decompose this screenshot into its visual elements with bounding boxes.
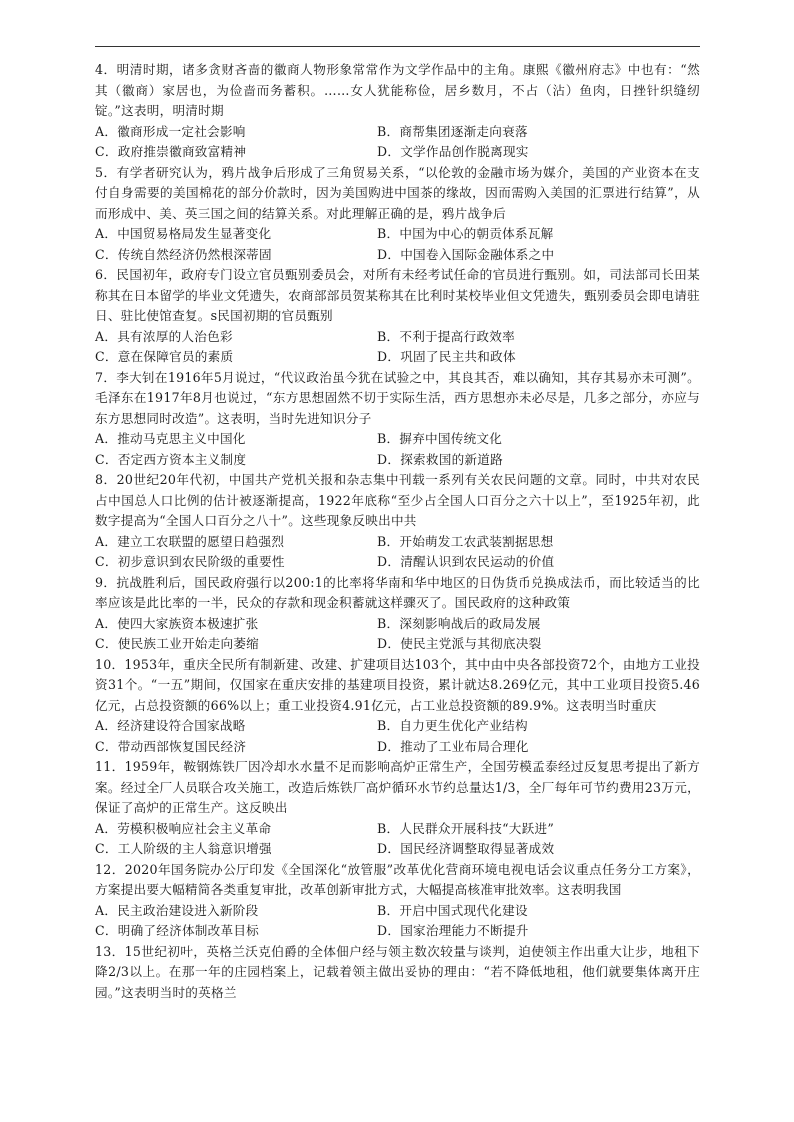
option-grid [95, 716, 700, 757]
question-stem: 5．有学者研究认为，鸦片战争后形成了三角贸易关系，“以伦敦的金融市场为媒介，美国的产业资本在支付自身需要的美国棉花的部分价款时，因为美国购进中国茶的缘故，因而需购入美国的汇票进行结算”，从而形成中、美、英三国之间的结算关系。对此理解正确的是，鸦片战争后 [95, 164, 700, 221]
answer-option: C．传统自然经济仍然根深蒂固 [95, 246, 272, 262]
question-list [95, 60, 700, 1003]
question-block [95, 942, 700, 1004]
question-stem: 11．1959年，鞍钢炼铁厂因冷却水水量不足而影响高炉正常生产，全国劳模孟泰经过反复思考提出了新方案。经过全厂人员联合攻关施工，改造后炼铁厂高炉循环水节约总量达1/3，全厂每年可节约费用23万元，保证了高炉的正常生产。这反映出 [95, 759, 700, 815]
question-block [95, 573, 700, 655]
question-block [95, 60, 700, 163]
answer-option: B．人民群众开展科技“大跃进” [377, 820, 555, 836]
question-block [95, 163, 700, 266]
question-stem: 7．李大钊在1916年5月说过，“代议政治虽今犹在试验之中，其良其否，难以确知，其存其易亦未可测”。毛泽东在1917年8月也说过，“东方思想固然不切于实际生活，西方思想亦未必尽是，几多之部分，亦应与东方思想同时改造”。这表明，当时先进知识分子 [95, 369, 700, 426]
answer-option: B．深刻影响战后的政局发展 [377, 615, 541, 631]
option-grid [95, 532, 700, 573]
exam-page [95, 46, 700, 1003]
option-grid [95, 819, 700, 860]
answer-option: D．巩固了民主共和政体 [377, 349, 516, 364]
answer-option: B．商帮集团逐渐走向衰落 [377, 123, 528, 139]
answer-option: D．文学作品创作脱离现实 [377, 144, 529, 159]
answer-option: B．自力更生优化产业结构 [377, 718, 528, 733]
question-block [95, 757, 700, 860]
question-stem: 10．1953年，重庆全民所有制新建、改建、扩建项目达103个，其中由中央各部投资72个，由地方工业投资31个。“一五”期间，仅国家在重庆安排的基建项目投资，累计就达8.269亿元，其中工业项目投资5.46亿元，占总投资额的66%以上；重工业投资4.91亿元，占工业总投资额的89.9%。这表明当时重庆 [95, 656, 700, 713]
answer-option: D．探索救国的新道路 [377, 451, 503, 467]
answer-option: D．国民经济调整取得显著成效 [377, 841, 555, 856]
question-stem: 4．明清时期，诸多贪财吝啬的徽商人物形象常常作为文学作品中的主角。康熙《徽州府志》中也有：“然其（徽商）家居也，为俭啬而务蓄积。……女人犹能称俭，居乡数月，不占（沾）鱼肉，日挫针织缝纫锭。”这表明，明清时期 [95, 62, 700, 118]
answer-option: B．摒弃中国传统文化 [377, 431, 503, 446]
question-stem: 8．20世纪20年代初，中国共产党机关报和杂志集中刊载一系列有关农民问题的文章。同时，中共对农民占中国总人口比例的估计被逐渐提高，1922年底称“至少占全国人口百分之六十以上”，至1925年初，此数字提高为“全国人口百分之八十”。这些现象反映出中共 [95, 472, 700, 528]
question-stem: 12．2020年国务院办公厅印发《全国深化“放管服”改革优化营商环境电视电话会议重点任务分工方案》，方案提出要大幅精简各类重复审批，改革创新审批方式，大幅提高核准审批效率。这表明我国 [95, 861, 700, 897]
question-stem: 9．抗战胜利后，国民政府强行以200:1的比率将华南和华中地区的日伪货币兑换成法币，而比较适当的比率应该是此比率的一半，民众的存款和现金积蓄就这样骤灭了。国民政府的这种政策 [95, 574, 700, 610]
answer-option: A．使四大家族资本极速扩张 [95, 615, 259, 631]
answer-option: C．初步意识到农民阶级的重要性 [95, 554, 285, 569]
answer-option: A．徽商形成一定社会影响 [95, 123, 246, 139]
option-grid [95, 429, 700, 470]
answer-option: C．带动西部恢复国民经济 [95, 738, 247, 754]
answer-option: B．中国为中心的朝贡体系瓦解 [377, 226, 554, 241]
option-grid [95, 901, 700, 942]
answer-option: A．具有浓厚的人治色彩 [95, 328, 233, 344]
header-rule [95, 46, 700, 47]
answer-option: A．劳模积极响应社会主义革命 [95, 820, 272, 836]
answer-option: D．清醒认识到农民运动的价值 [377, 554, 555, 569]
answer-option: C．工人阶级的主人翁意识增强 [95, 841, 272, 856]
option-grid [95, 327, 700, 368]
question-block [95, 368, 700, 471]
answer-option: B．开启中国式现代化建设 [377, 902, 528, 918]
answer-option: C．明确了经济体制改革目标 [95, 923, 260, 938]
question-block [95, 470, 700, 573]
question-block [95, 265, 700, 368]
answer-option: D．中国卷入国际金融体系之中 [377, 246, 555, 262]
answer-option: C．意在保障官员的素质 [95, 349, 234, 364]
option-grid [95, 614, 700, 655]
answer-option: A．经济建设符合国家战略 [95, 718, 246, 733]
question-stem: 13．15世纪初叶，英格兰沃克伯爵的全体佃户经与领主数次较量与谈判，迫使领主作出重大让步，地租下降2/3以上。在那一年的庄园档案上，记载着领主做出妥协的理由：“若不降低地租，他们就要集体离开庄园。”这表明当时的英格兰 [95, 943, 700, 1000]
answer-option: A．建立工农联盟的愿望日趋强烈 [95, 533, 285, 549]
answer-option: D．推动了工业布局合理化 [377, 738, 529, 754]
answer-option: C．政府推崇徽商致富精神 [95, 144, 247, 159]
answer-option: D．国家治理能力不断提升 [377, 923, 529, 938]
question-stem: 6．民国初年，政府专门设立官员甄别委员会，对所有未经考试任命的官员进行甄别。如，司法部司长田某称其在日本留学的毕业文凭遗失，农商部部员贺某称其在比利时某校毕业但文凭遗失，甄别委员会即电请驻日、驻比使馆查复。s民国初期的官员甄别 [95, 267, 700, 323]
question-block [95, 655, 700, 758]
option-grid [95, 224, 700, 265]
question-block [95, 860, 700, 942]
answer-option: C．否定西方资本主义制度 [95, 451, 247, 467]
answer-option: B．开始萌发工农武装割据思想 [377, 533, 554, 549]
answer-option: B．不利于提高行政效率 [377, 328, 515, 344]
option-grid [95, 122, 700, 163]
answer-option: D．使民主党派与其彻底决裂 [377, 636, 542, 651]
answer-option: A．推动马克思主义中国化 [95, 431, 246, 446]
answer-option: C．使民族工业开始走向萎缩 [95, 636, 260, 651]
answer-option: A．民主政治建设进入新阶段 [95, 902, 259, 918]
answer-option: A．中国贸易格局发生显著变化 [95, 226, 272, 241]
